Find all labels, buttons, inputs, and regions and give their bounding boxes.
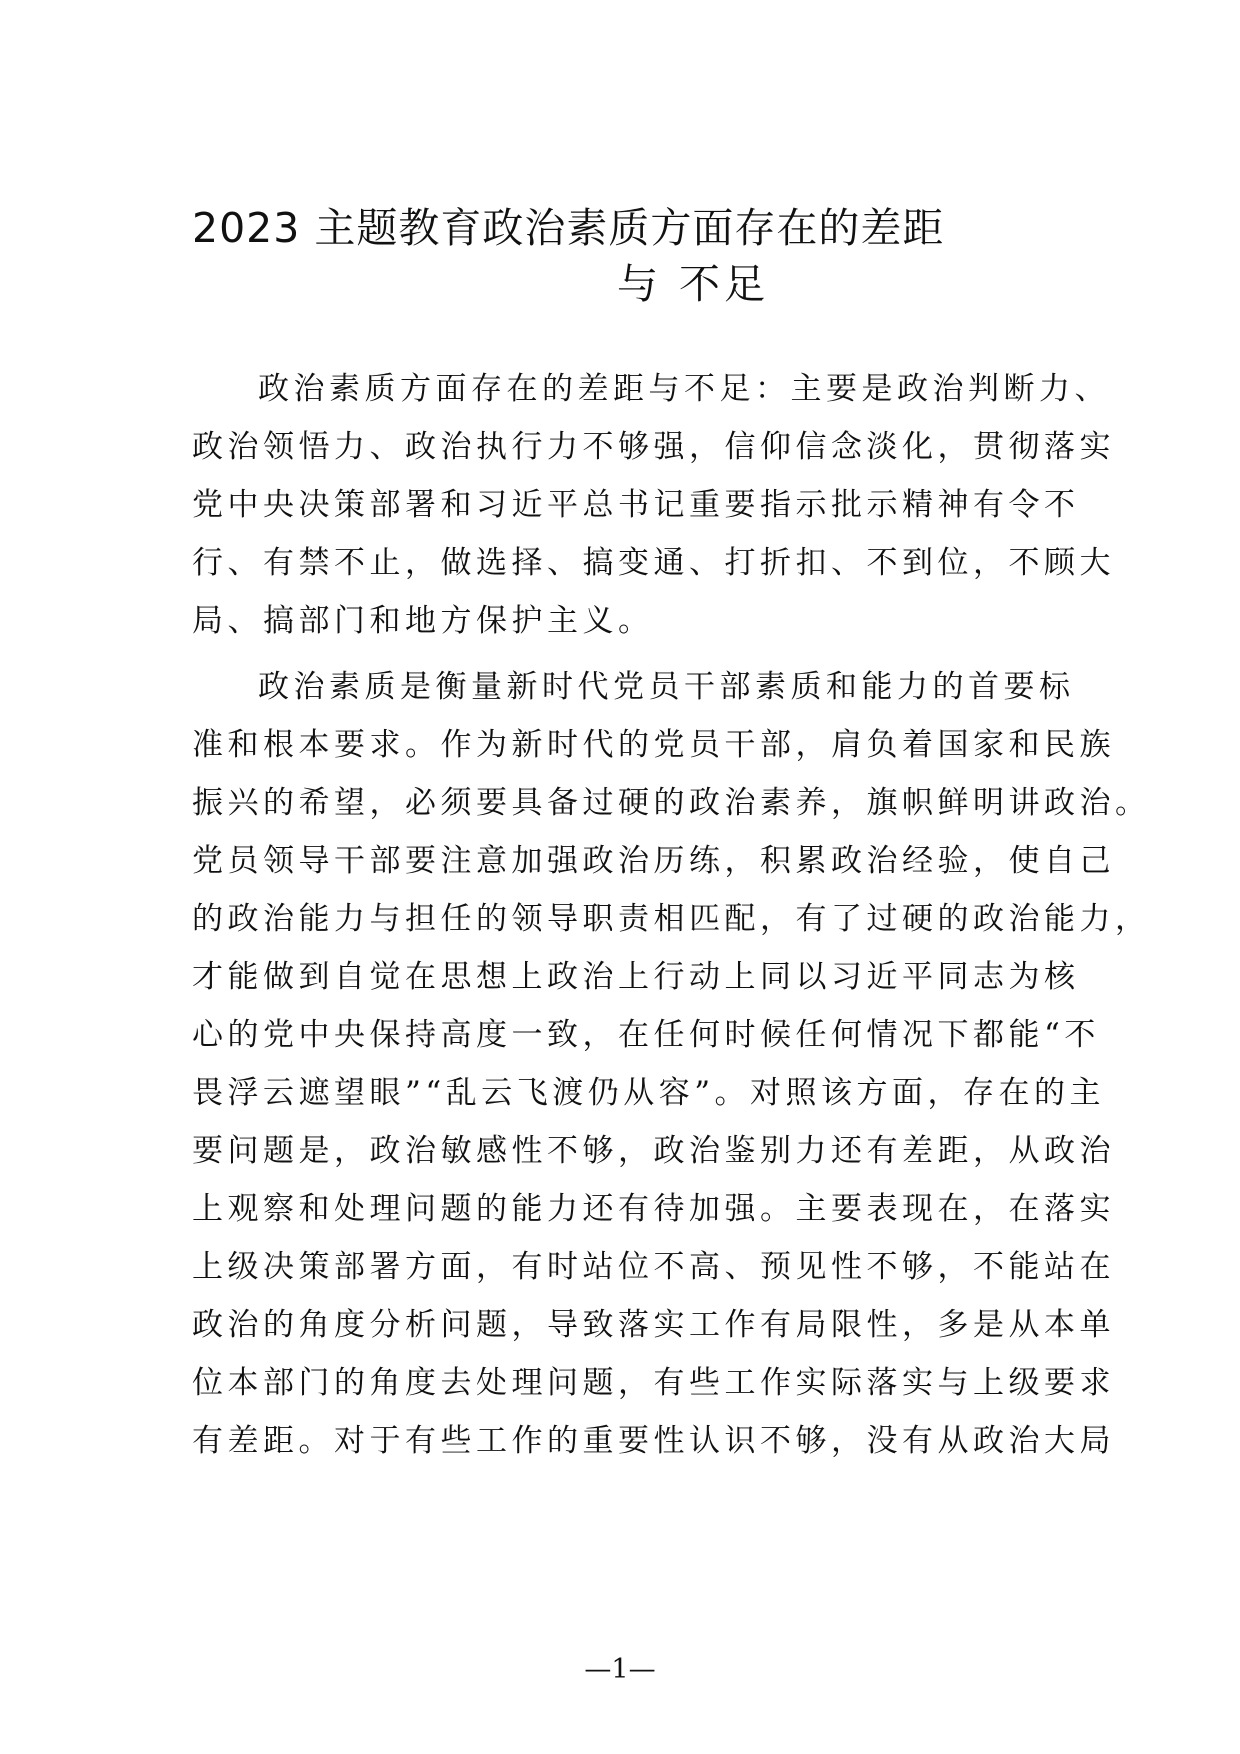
document-title xyxy=(192,200,1092,312)
text-line: 位本部门的角度去处理问题，有些工作实际落实与上级要求 xyxy=(192,1365,1115,1401)
text-line: 有差距。对于有些工作的重要性认识不够，没有从政治大局 xyxy=(192,1423,1115,1459)
text-line: 政治素质方面存在的差距与不足：主要是政治判断力、 xyxy=(258,371,1110,407)
text-line: 党员领导干部要注意加强政治历练，积累政治经验，使自己 xyxy=(192,843,1115,879)
text-line: 畏浮云遮望眼”“乱云飞渡仍从容”。对照该方面，存在的主 xyxy=(192,1075,1106,1111)
text-line: 上观察和处理问题的能力还有待加强。主要表现在，在落实 xyxy=(192,1191,1115,1227)
text-line: 准和根本要求。作为新时代的党员干部，肩负着国家和民族 xyxy=(192,727,1115,763)
text-line: 心的党中央保持高度一致，在任何时候任何情况下都能“不 xyxy=(192,1017,1100,1053)
text-line: 政治的角度分析问题，导致落实工作有局限性，多是从本单 xyxy=(192,1307,1115,1343)
text-line: 政治领悟力、政治执行力不够强，信仰信念淡化，贯彻落实 xyxy=(192,429,1115,465)
text-line: 行、有禁不止，做选择、搞变通、打折扣、不到位，不顾大 xyxy=(192,545,1115,581)
title-line: 与 不足 xyxy=(617,260,770,308)
text-line: 要问题是，政治敏感性不够，政治鉴别力还有差距，从政治 xyxy=(192,1133,1115,1169)
text-line: 局、搞部门和地方保护主义。 xyxy=(192,603,654,639)
text-line: 的政治能力与担任的领导职责相匹配，有了过硬的政治能力， xyxy=(192,901,1151,937)
text-line: 才能做到自觉在思想上政治上行动上同以习近平同志为核 xyxy=(192,959,1080,995)
paragraph-2 xyxy=(192,658,1151,1470)
title-line: 2023 主题教育政治素质方面存在的差距 xyxy=(192,204,945,252)
text-line: 政治素质是衡量新时代党员干部素质和能力的首要标 xyxy=(258,669,1075,705)
text-line: 党中央决策部署和习近平总书记重要指示批示精神有令不 xyxy=(192,487,1080,523)
page-number: —1— xyxy=(584,1654,656,1685)
paragraph-1 xyxy=(192,360,1115,650)
text-line: 振兴的希望，必须要具备过硬的政治素养，旗帜鲜明讲政治。 xyxy=(192,785,1151,821)
document-body xyxy=(192,360,1151,1478)
text-line: 上级决策部署方面，有时站位不高、预见性不够，不能站在 xyxy=(192,1249,1115,1285)
